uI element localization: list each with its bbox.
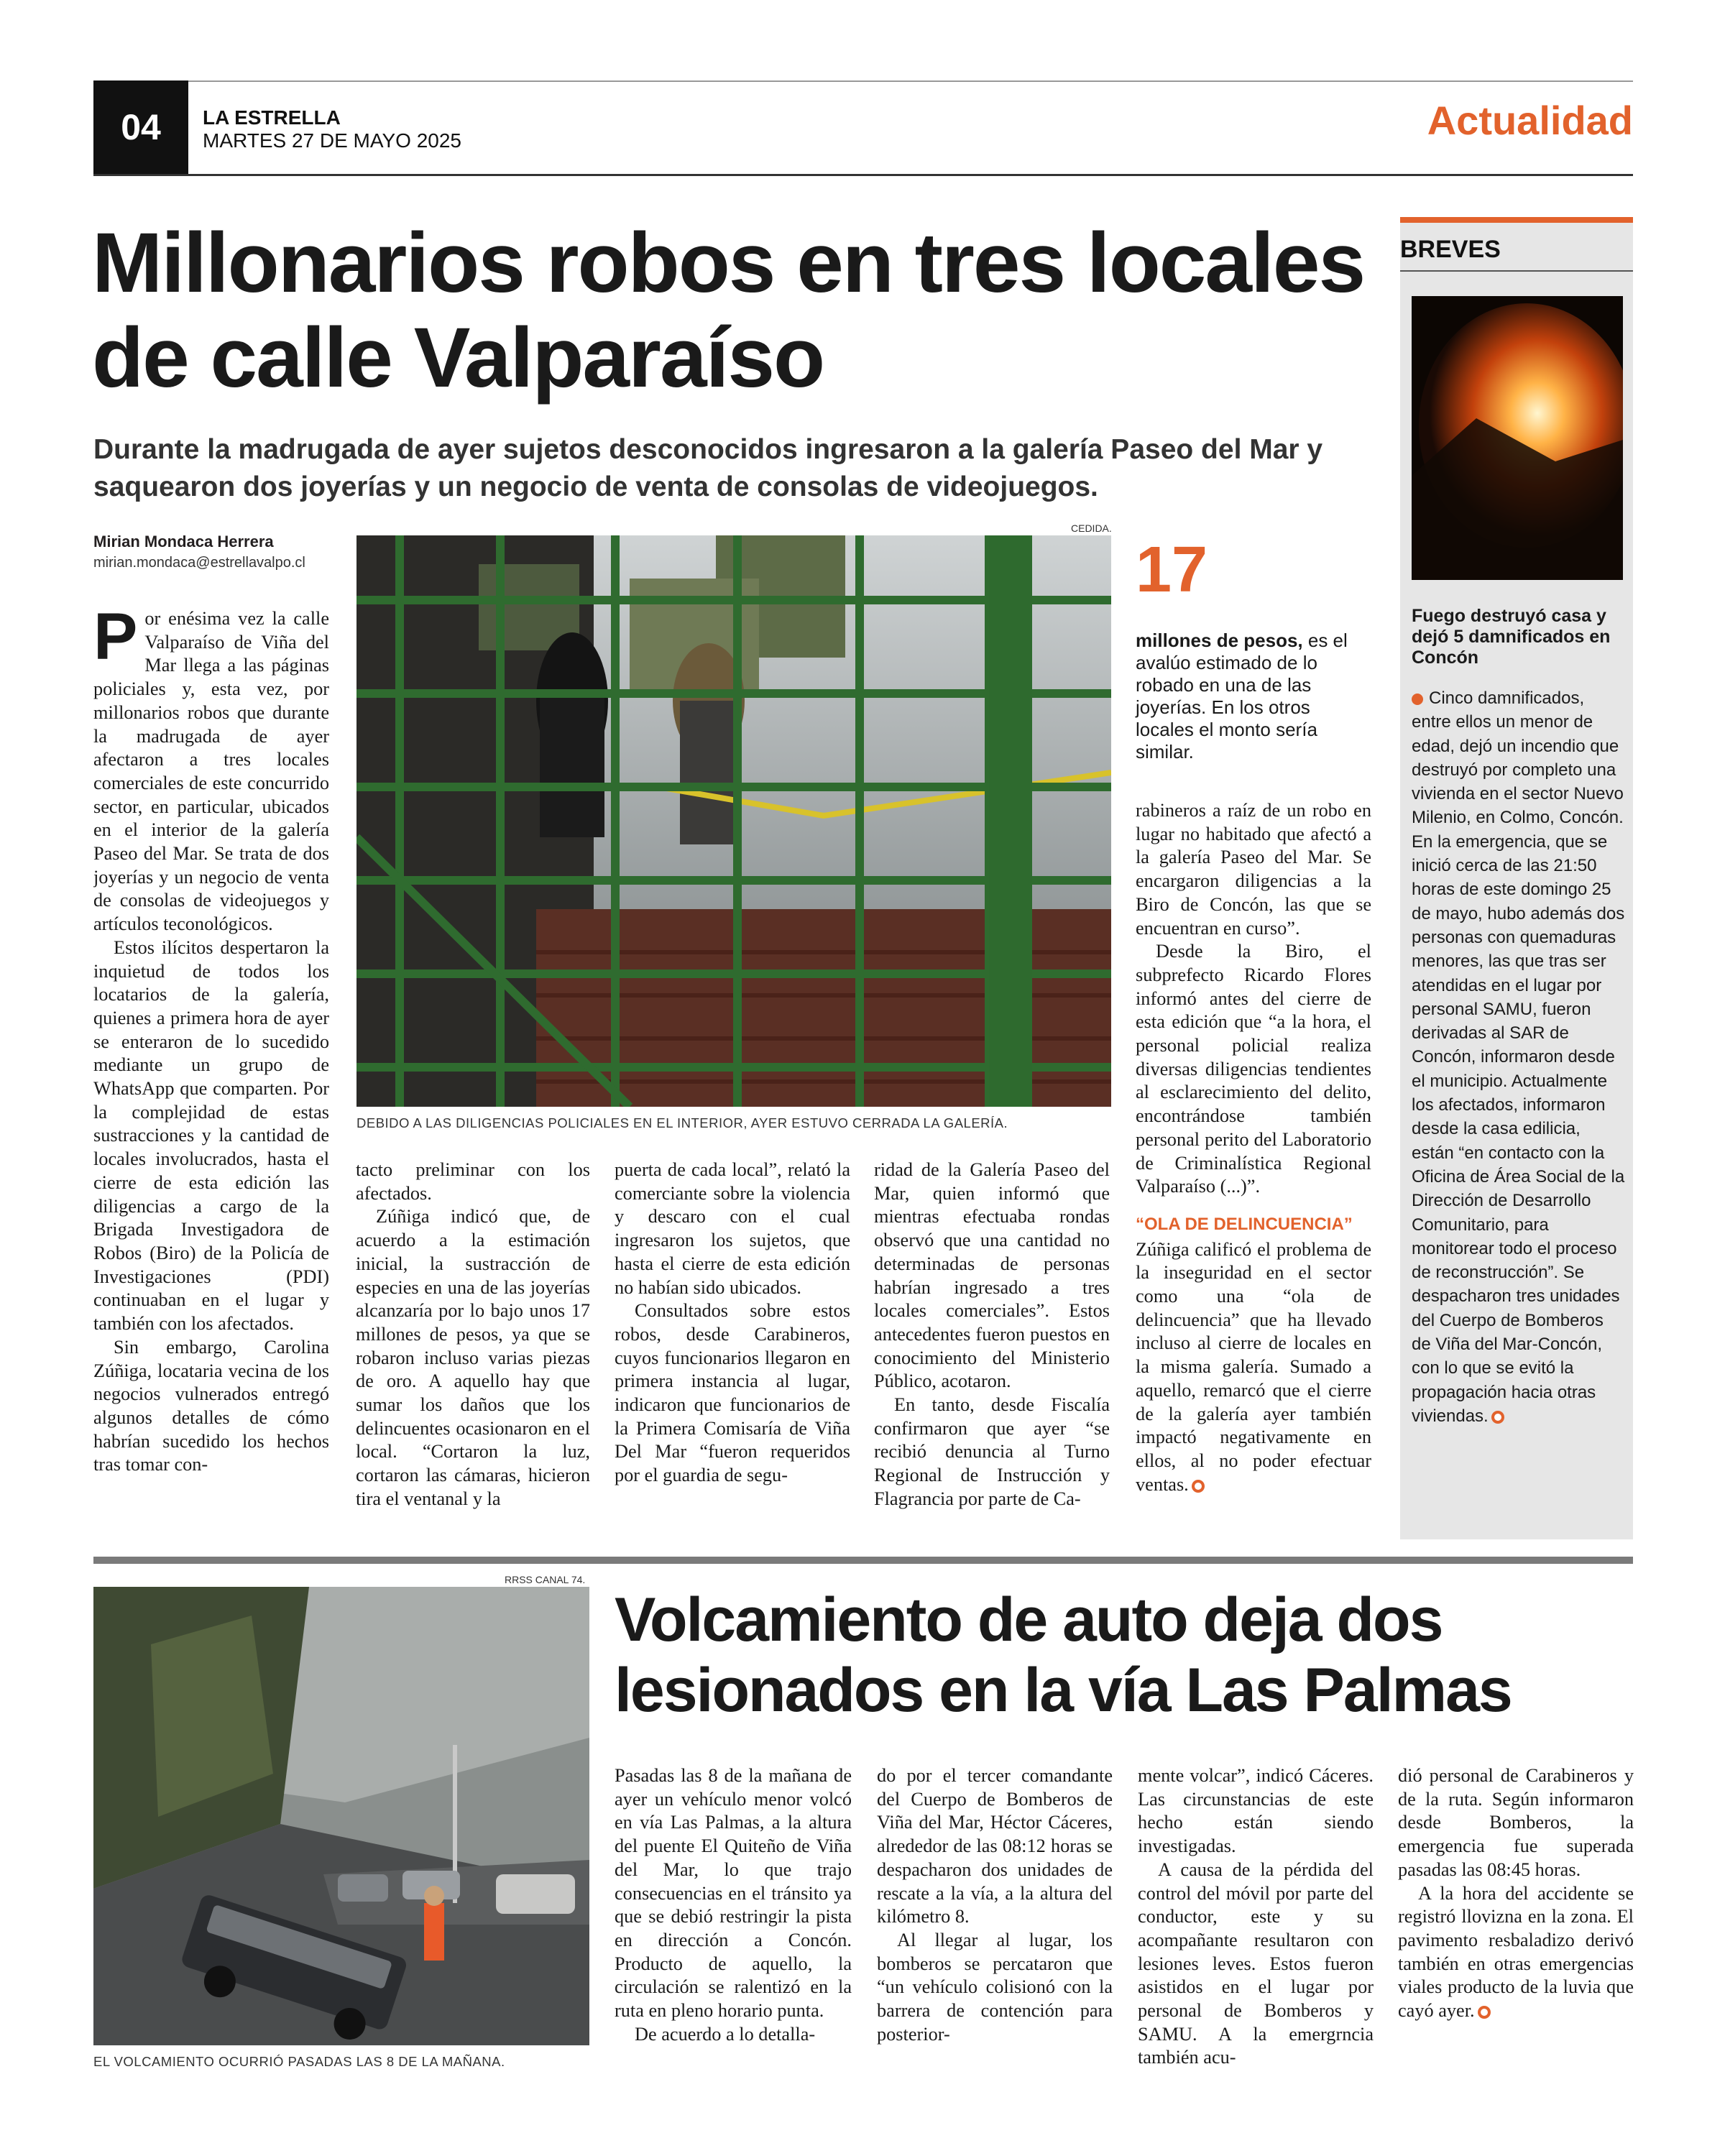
- paragraph: tacto preliminar con los afectados.: [356, 1159, 590, 1204]
- story1-column-2: [356, 1158, 590, 1539]
- paragraph: or enésima vez la calle Valparaíso de Viña del Mar llega a las páginas policiales y, esta vez, por millonarios robos que durante la madrugada de ayer afectaron a tres locales comerciales de este concurrido sector, en particular, ubicados en el interior de la galería Paseo del Mar. Se trata de dos joyerías y un negocio de venta de consolas de videojuegos y artículos teconológicos.: [93, 608, 329, 935]
- sidebar-headline: Fuego destruyó casa y dejó 5 damnificados en Concón: [1412, 606, 1611, 668]
- story1-column-4: [874, 1158, 1110, 1539]
- paragraph: Estos ilícitos despertaron la inquietud de todos los locatarios de la galería, quienes a primera hora de ayer se enteraron de lo sucedido mediante un grupo de WhatsApp que comparten. Por la complejidad de estas sustracciones y la cantidad de locales involucrados, hasta el cierre de esta edición las diligencias a cargo de la Brigada Investigadora de Robos (Biro) de la Policía de Investigaciones (PDI) continuaban en el lugar y también con los afectados.: [93, 936, 329, 1335]
- photo-credit: CEDIDA.: [1071, 522, 1112, 534]
- paragraph: Pasadas las 8 de la mañana de ayer un vehículo menor volcó en vía Las Palmas, a la altura del puente El Quiteño de Viña del Mar, lo que trajo consecuencias en el tránsito ya que se debió restringir la pista en dirección a Concón. Producto de aquello, la circulación se ralentizó en la ruta en pleno horario punta.: [615, 1765, 852, 2022]
- story2-column-2: [877, 1764, 1113, 2106]
- author-name: Mirian Mondaca Herrera: [93, 533, 274, 550]
- sidebar-accent-bar: [1400, 217, 1633, 223]
- gallery-stairs-image: [356, 535, 1111, 1107]
- paper-name: LA ESTRELLA: [203, 106, 341, 129]
- paragraph: Sin embargo, Carolina Zúñiga, locataria vecina de los negocios vulnerados entregó algunos detalles de cómo habrían sucedido los hechos tras tomar con-: [93, 1336, 329, 1475]
- edition-date: MARTES 27 DE MAYO 2025: [203, 129, 461, 152]
- header-top-line: [188, 80, 1633, 82]
- stat-description: [1136, 630, 1366, 763]
- paragraph: Zúñiga indicó que, de acuerdo a la estimación inicial, la sustracción de especies en una de las joyerías alcanzaría por lo bajo unos 17 millones de pesos, ya que se robaron incluso varias piezas de oro. A aquello hay que sumar los daños que los delincuentes ocasionaron en el local. “Cortaron la luz, cortaron las cámaras, hicieron tira el ventanal y la: [356, 1206, 590, 1509]
- paragraph: [1136, 1238, 1371, 1497]
- subhead: “OLA DE DELINCUENCIA”: [1136, 1214, 1353, 1234]
- story-divider: [93, 1557, 1633, 1564]
- fire-photo: [1412, 296, 1623, 580]
- end-mark-icon: [1491, 1411, 1504, 1424]
- story2-column-3: [1138, 1764, 1374, 2106]
- photo-credit: RRSS CANAL 74.: [505, 1574, 586, 1585]
- paragraph: mente volcar”, indicó Cáceres. Las circunstancias de este hecho están siendo investigadas.: [1138, 1765, 1374, 1857]
- sidebar-rule: [1400, 270, 1633, 272]
- fire-image: [1412, 296, 1623, 580]
- stat-rest: es el avalúo estimado de lo robado en una de las joyerías. En los otros locales el monto sería similar.: [1136, 630, 1348, 763]
- story1-column-1: [93, 607, 329, 1538]
- gallery-photo: [356, 535, 1111, 1107]
- stat-number: 17: [1136, 534, 1208, 606]
- section-title: Actualidad: [1427, 98, 1633, 143]
- overturned-car-image: [93, 1587, 589, 2045]
- paragraph: Consultados sobre estos robos, desde Carabineros, cuyos funcionarios llegaron en primera instancia al lugar, indicaron que funcionarios de la Primera Comisaría de Viña Del Mar “fueron requeridos por el guardia de segu-: [615, 1300, 850, 1486]
- end-mark-icon: [1478, 2006, 1491, 2019]
- dropcap: P: [93, 607, 138, 673]
- paragraph: ridad de la Galería Paseo del Mar, quien informó que mientras efectuaba rondas observó que una cantidad no determinadas de personas habrían ingresado a tres locales comerciales”. Estos antecedentes fueron puestos en conocimiento del Ministerio Público, acotaron.: [874, 1159, 1110, 1392]
- story2-column-1: [615, 1764, 852, 2106]
- end-mark-icon: [1192, 1480, 1205, 1493]
- page-number: 04: [93, 80, 188, 174]
- paragraph: De acuerdo a lo detalla-: [635, 2023, 816, 2045]
- story2-column-4: [1398, 1764, 1634, 2106]
- story2-headline: Volcamiento de auto deja dos lesionados en la vía Las Palmas: [615, 1585, 1512, 1725]
- photo-caption: EL VOLCAMIENTO OCURRIÓ PASADAS LAS 8 DE LA MAÑANA.: [93, 2054, 505, 2069]
- paragraph: puerta de cada local”, relató la comerciante sobre la violencia y descaro con el cual ingresaron los sujetos, que hasta el cierre de esta edición no habían sido ubicados.: [615, 1159, 850, 1298]
- author-email[interactable]: mirian.mondaca@estrellavalpo.cl: [93, 555, 305, 571]
- story1-headline: Millonarios robos en tres locales de calle Valparaíso: [92, 216, 1365, 405]
- paragraph-text: A la hora del accidente se registró llovizna en la zona. El pavimento resbaladizo derivó también en otras emergencias viales producto de la luvia que cayó ayer.: [1398, 1882, 1634, 2022]
- paragraph: do por el tercer comandante del Cuerpo de Bomberos de Viña del Mar, Héctor Cáceres, alrededor de las 08:12 horas se despacharon dos unidades de rescate a la vía, a la altura del kilómetro 8.: [877, 1765, 1113, 1927]
- paragraph: rabineros a raíz de un robo en lugar no habitado que afectó a la galería Paseo del Mar. Se encargaron diligencias a la Biro de Concón, las que se encuentran en curso”.: [1136, 800, 1371, 939]
- header-rule: [93, 174, 1633, 176]
- bullet-icon: [1412, 694, 1423, 705]
- paragraph: A causa de la pérdida del control del móvil por parte del conductor, este y su acompañante resultaron con lesiones leves. Estos fueron asistidos en el lugar por personal de Bomberos y SAMU. A la emergrncia también acu-: [1138, 1858, 1374, 2068]
- story1-column-5: [1136, 799, 1371, 1539]
- sidebar-title: BREVES: [1400, 236, 1501, 263]
- paragraph: Al llegar al lugar, los bomberos se percataron que “un vehículo colisionó con la barrera de contención para posterior-: [877, 1929, 1113, 2045]
- sidebar-text: Cinco damnificados, entre ellos un menor de edad, dejó un incendio que destruyó por completo una vivienda en el sector Nuevo Milenio, en Colmo, Concón. En la emergencia, que se inició cerca de las 21:50 horas de este domingo 25 de mayo, hubo además dos personas con quemaduras menores, las que tras ser atendidas en el lugar por personal SAMU, fueron derivadas al SAR de Concón, informaron desde el municipio. Actualmente los afectados, informaron desde la casa edilicia, están “en contacto con la Oficina de Área Social de la Dirección de Desarrollo Comunitario, para monitorear todo el proceso de reconstrucción”. Se despacharon tres unidades del Cuerpo de Bomberos de Viña del Mar-Concón, con lo que se evitó la propagación hacia otras viviendas.: [1412, 688, 1625, 1426]
- sidebar-body: [1412, 686, 1627, 1527]
- photo-caption: DEBIDO A LAS DILIGENCIAS POLICIALES EN EL INTERIOR, AYER ESTUVO CERRADA LA GALERÍA.: [356, 1115, 1008, 1130]
- stat-bold: millones de pesos,: [1136, 630, 1303, 651]
- story1-subheadline: Durante la madrugada de ayer sujetos desconocidos ingresaron a la galería Paseo del Mar y saquearon dos joyerías y un negocio de venta de consolas de videojuegos.: [93, 434, 1323, 502]
- paragraph: En tanto, desde Fiscalía confirmaron que ayer “se recibió denuncia al Turno Regional de Instrucción y Flagrancia por parte de Ca-: [874, 1394, 1110, 1509]
- accident-photo: [93, 1587, 589, 2045]
- story1-column-3: [615, 1158, 850, 1539]
- paragraph: [1398, 1882, 1634, 2023]
- paragraph-text: Zúñiga calificó el problema de la inseguridad en el sector como una “ola de delincuencia” que ha llevado incluso al cierre de locales en la misma galería. Sumado a aquello, remarcó que el cierre de la galería ayer también impactó negativamente en ellos, al no poder efectuar ventas.: [1136, 1238, 1371, 1495]
- paragraph: dió personal de Carabineros y de la ruta. Según informaron desde Bomberos, la emergencia fue superada pasadas las 08:45 horas.: [1398, 1765, 1634, 1880]
- paragraph: Desde la Biro, el subprefecto Ricardo Flores informó antes del cierre de esta edición que “a la hora, el personal policial realiza diversas diligencias tendientes al esclarecimiento del delito, encontrándose también personal perito del Laboratorio de Criminalística Regional Valparaíso (...)”.: [1136, 941, 1371, 1197]
